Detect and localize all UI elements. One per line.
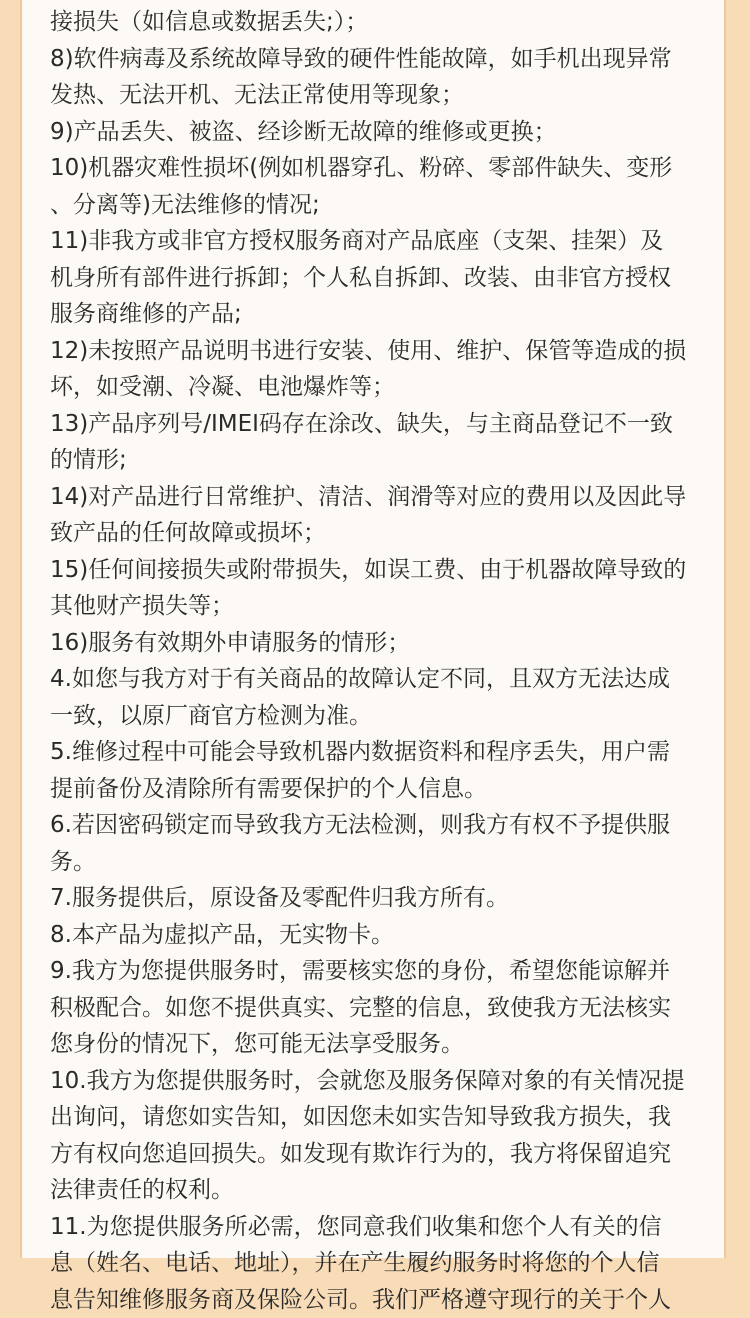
terms-line: 其他财产损失等； (50, 588, 712, 625)
terms-text (50, 4, 712, 1318)
terms-line: 接损失（如信息或数据丢失;）； (50, 4, 712, 41)
terms-line: 您身份的情况下，您可能无法享受服务。 (50, 1026, 712, 1063)
terms-line: 13)产品序列号/IMEI码存在涂改、缺失，与主商品登记不一致 (50, 406, 712, 443)
terms-line: 法律责任的权利。 (50, 1172, 712, 1209)
terms-line: 5.维修过程中可能会导致机器内数据资料和程序丢失，用户需 (50, 734, 712, 771)
terms-line: 积极配合。如您不提供真实、完整的信息，致使我方无法核实 (50, 990, 712, 1027)
terms-line: 15)任何间接损失或附带损失，如误工费、由于机器故障导致的 (50, 552, 712, 589)
terms-line: 9)产品丢失、被盗、经诊断无故障的维修或更换； (50, 114, 712, 151)
terms-line: 息告知维修服务商及保险公司。我们严格遵守现行的关于个人 (50, 1282, 712, 1318)
terms-line: 14)对产品进行日常维护、清洁、润滑等对应的费用以及因此导 (50, 479, 712, 516)
terms-line: 提前备份及清除所有需要保护的个人信息。 (50, 771, 712, 808)
terms-line: 7.服务提供后，原设备及零配件归我方所有。 (50, 880, 712, 917)
terms-panel (20, 0, 726, 1258)
terms-line: 11)非我方或非官方授权服务商对产品底座（支架、挂架）及 (50, 223, 712, 260)
terms-line: 10.我方为您提供服务时，会就您及服务保障对象的有关情况提 (50, 1063, 712, 1100)
terms-line: 、分离等)无法维修的情况; (50, 187, 712, 224)
terms-line: 服务商维修的产品; (50, 296, 712, 333)
terms-line: 8.本产品为虚拟产品，无实物卡。 (50, 917, 712, 954)
terms-line: 息（姓名、电话、地址），并在产生履约服务时将您的个人信 (50, 1245, 712, 1282)
terms-line: 的情形; (50, 442, 712, 479)
terms-line: 6.若因密码锁定而导致我方无法检测，则我方有权不予提供服 (50, 807, 712, 844)
terms-line: 9.我方为您提供服务时，需要核实您的身份，希望您能谅解并 (50, 953, 712, 990)
terms-line: 8)软件病毒及系统故障导致的硬件性能故障，如手机出现异常 (50, 41, 712, 78)
terms-line: 一致，以原厂商官方检测为准。 (50, 698, 712, 735)
terms-line: 出询问，请您如实告知，如因您未如实告知导致我方损失，我 (50, 1099, 712, 1136)
terms-line: 10)机器灾难性损坏(例如机器穿孔、粉碎、零部件缺失、变形 (50, 150, 712, 187)
terms-line: 坏，如受潮、冷凝、电池爆炸等； (50, 369, 712, 406)
terms-line: 4.如您与我方对于有关商品的故障认定不同，且双方无法达成 (50, 661, 712, 698)
terms-line: 发热、无法开机、无法正常使用等现象； (50, 77, 712, 114)
terms-line: 11.为您提供服务所必需，您同意我们收集和您个人有关的信 (50, 1209, 712, 1246)
terms-line: 致产品的任何故障或损坏； (50, 515, 712, 552)
terms-line: 机身所有部件进行拆卸；个人私自拆卸、改装、由非官方授权 (50, 260, 712, 297)
terms-line: 务。 (50, 844, 712, 881)
terms-line: 12)未按照产品说明书进行安装、使用、维护、保管等造成的损 (50, 333, 712, 370)
terms-line: 16)服务有效期外申请服务的情形； (50, 625, 712, 662)
terms-line: 方有权向您追回损失。如发现有欺诈行为的，我方将保留追究 (50, 1136, 712, 1173)
